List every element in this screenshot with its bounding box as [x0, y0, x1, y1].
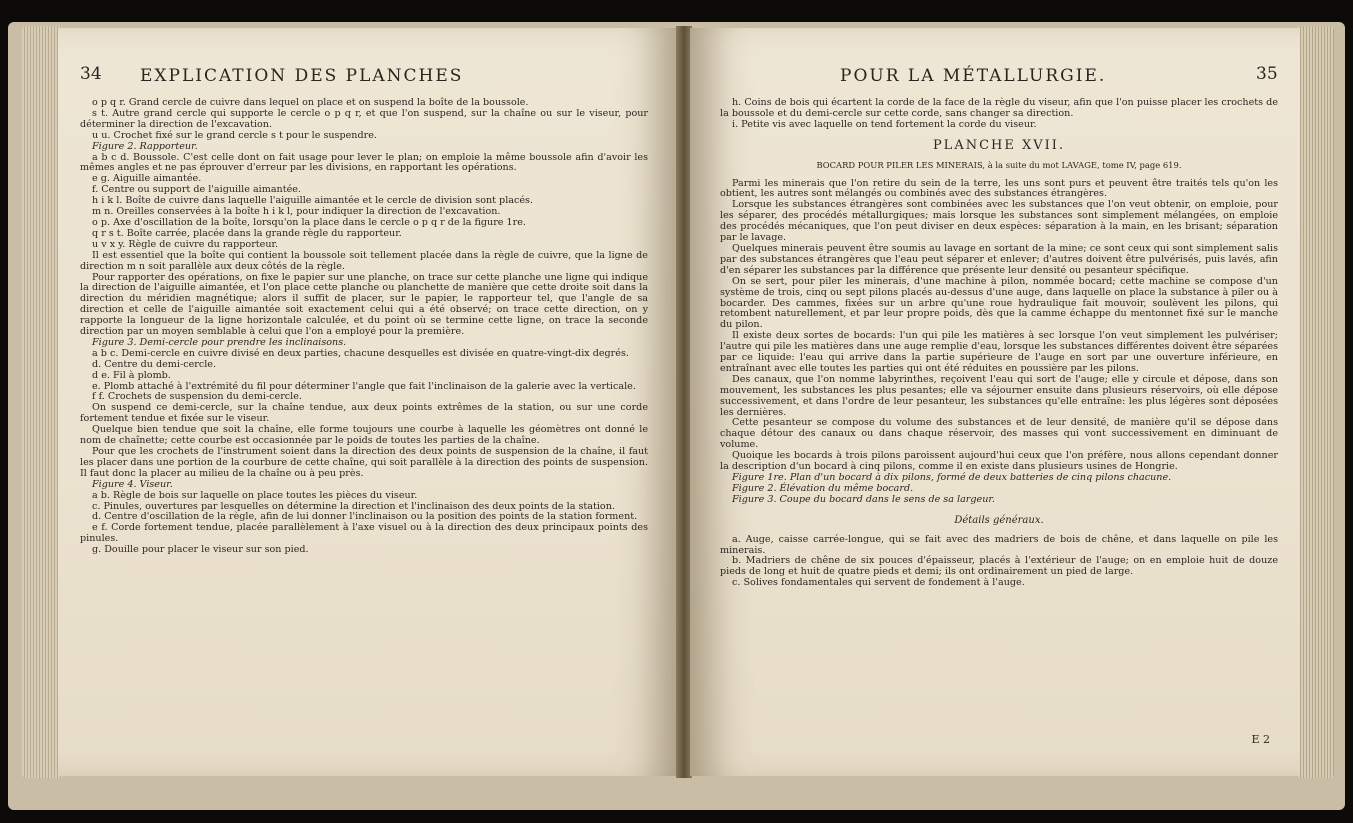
paragraph: h i k l. Boîte de cuivre dans laquelle l'aiguille aimantée et le cercle de division sont placés.	[92, 195, 534, 207]
paragraph: Lorsque les substances étrangères sont combinées avec les substances que l'on veut obtenir, on emploie, pour les séparer, des procédés métallurgiques; mais lorsque les substances sont simplement mélangées, on emploie des procédés mécaniques, que l'on peut diviser en deux espèces: séparation à la main, en les brisant; séparation par le lavage.	[720, 199, 1278, 244]
paragraph: a b. Règle de bois sur laquelle on place toutes les pièces du viseur.	[92, 489, 418, 501]
paragraph: q r s t. Boîte carrée, placée dans la grande règle du rapporteur.	[92, 227, 402, 239]
figure-caption: Figure 3. Coupe du bocard dans le sens de sa largeur.	[732, 493, 995, 505]
paragraph: u u. Crochet fixé sur le grand cercle s t pour le suspendre.	[92, 129, 377, 141]
left-page-number: 34	[80, 64, 102, 84]
figure-caption: Figure 2. Élévation du même bocard.	[732, 482, 914, 494]
section-heading: Détails généraux.	[954, 514, 1044, 526]
right-body-text	[720, 98, 1278, 589]
left-running-head: EXPLICATION DES PLANCHES	[140, 66, 464, 86]
figure-caption: Figure 1re. Plan d'un bocard à dix pilons, formé de deux batteries de cinq pilons chacune.	[732, 472, 1172, 483]
paragraph: d e. Fil à plomb.	[92, 369, 171, 381]
paragraph: u v x y. Règle de cuivre du rapporteur.	[92, 238, 279, 250]
right-running-head: POUR LA MÉTALLURGIE.	[840, 66, 1107, 86]
paragraph: d. Centre d'oscillation de la règle, afin de lui donner l'inclinaison ou la position des points de la station forment.	[92, 511, 638, 523]
paragraph: Quoique les bocards à trois pilons paroissent aujourd'hui ceux que l'on préfère, nous allons cependant donner la description d'un bocard à cinq pilons, comme il en existe dans plusieurs usines de Hongrie.	[720, 450, 1278, 473]
plate-subtitle: BOCARD POUR PILER LES MINERAIS, à la suite du mot LAVAGE, tome IV, page 619.	[816, 159, 1182, 170]
paragraph: Il est essentiel que la boîte qui contient la boussole soit tellement placée dans la règle de cuivre, que la ligne de direction m n soit parallèle aux deux côtés de la règle.	[80, 249, 648, 272]
left-body-text	[80, 98, 648, 556]
paragraph: Quelques minerais peuvent être soumis au lavage en sortant de la mine; ce sont ceux qui sont simplement salis par des substances étrangères que l'eau peut séparer et enlever; d'autres doivent être pulvérisés, puis lavés, afin d'en séparer les substances par la différence que présente leur densité ou pesanteur spécifique.	[720, 242, 1278, 276]
paragraph: Quelque bien tendue que soit la chaîne, elle forme toujours une courbe à laquelle les géomètres ont donné le nom de chaînette; cette courbe est occasionnée par le poids de toutes les parties de la chaîne.	[80, 424, 648, 447]
paragraph: b. Madriers de chêne de six pouces d'épaisseur, placés à l'extérieur de l'auge; on en emploie huit de douze pieds de long et huit de quatre pieds et demi; ils ont ordinairement un pied de large.	[720, 555, 1278, 578]
paragraph: a b c. Demi-cercle en cuivre divisé en deux parties, chacune desquelles est divisée en quatre-vingt-dix degrés.	[92, 347, 629, 359]
right-page	[690, 28, 1300, 776]
paragraph: On se sert, pour piler les minerais, d'une machine à pilon, nommée bocard; cette machine se compose d'un système de trois, cinq ou sept pilons placés au-dessus d'une auge, dans laquelle on place la substance à piler ou à bocarder. Des cammes, fixées sur un arbre qu'une roue hydraulique fait mouvoir, soulèvent les pilons, qui retombent naturellement, et par leur propre poids, dès que la camme échappe du mentonnet fixé sur le manche du pilon.	[720, 275, 1278, 331]
figure-caption: Figure 2. Rapporteur.	[92, 140, 198, 152]
paragraph: e g. Aiguille aimantée.	[92, 173, 202, 185]
right-page-number: 35	[1256, 64, 1278, 84]
paragraph: Il existe deux sortes de bocards: l'un qui pile les matières à sec lorsque l'on veut simplement les pulvériser; l'autre qui pile les matières dans une auge remplie d'eau, lorsque les substances différentes doivent être séparées par ce liquide: l'eau qui arrive dans la partie supérieure de l'auge en sort par une ouverture inférieure, en entraînant avec elle toutes les parties qui ont été réduites en poussière par les pilons.	[720, 330, 1278, 374]
paragraph: c. Solives fondamentales qui servent de fondement à l'auge.	[732, 577, 1025, 589]
paragraph: a b c d. Boussole. C'est celle dont on fait usage pour lever le plan; on emploie la même boussole afin d'avoir les mêmes angles et ne pas éprouver d'erreur par les divisions, en rapportant les opérations.	[80, 151, 648, 174]
signature-mark: E 2	[1251, 733, 1270, 746]
paragraph: On suspend ce demi-cercle, sur la chaîne tendue, aux deux points extrêmes de la station, ou sur une corde fortement tendue et fixée sur le viseur.	[80, 402, 648, 425]
paragraph: o p q r. Grand cercle de cuivre dans lequel on place et on suspend la boîte de la boussole.	[92, 97, 529, 108]
left-page	[58, 28, 678, 776]
paragraph: g. Douille pour placer le viseur sur son pied.	[92, 544, 309, 556]
right-page-edges	[1298, 26, 1334, 778]
paragraph: e. Plomb attaché à l'extrémité du fil pour déterminer l'angle que fait l'inclinaison de la galerie avec la verticale.	[92, 380, 636, 392]
paragraph: c. Pinules, ouvertures par lesquelles on détermine la direction et l'inclinaison des deux points de la station.	[92, 500, 615, 512]
left-page-edges	[22, 26, 62, 778]
figure-caption: Figure 4. Viseur.	[92, 478, 173, 490]
paragraph: s t. Autre grand cercle qui supporte le cercle o p q r, et que l'on suspend, sur la chaîne ou sur le viseur, pour déterminer la direction de l'excavation.	[80, 107, 648, 130]
paragraph: h. Coins de bois qui écartent la corde de la face de la règle du viseur, afin que l'on puisse placer les crochets de la boussole et du demi-cercle sur cette corde, sans changer sa direction.	[720, 97, 1278, 119]
paragraph: a. Auge, caisse carrée-longue, qui se fait avec des madriers de bois de chêne, et dans laquelle on pile les minerais.	[720, 533, 1278, 556]
paragraph: o p. Axe d'oscillation de la boîte, lorsqu'on la place dans le cercle o p q r de la figure 1re.	[92, 216, 526, 228]
paragraph: Pour que les crochets de l'instrument soient dans la direction des deux points de suspension de la chaîne, il faut les placer dans une portion de la courbure de cette chaîne, qui soit parallèle à la direction des points de suspension. Il faut donc la placer au milieu de la chaîne ou à peu près.	[80, 446, 648, 479]
paragraph: Pour rapporter des opérations, on fixe le papier sur une planche, on trace sur cette planche une ligne qui indique la direction de l'aiguille aimantée, et l'on place cette planche ou planchette de manière que cette droite soit dans la direction du méridien magnétique; alors il suffit de placer, sur le papier, le rapporteur tel, que l'angle de sa direction et celle de l'aiguille aimantée soit exactement celui qui a été observé; on trace cette direction, on y rapporte la longueur de la ligne horizontale calculée, et du point où se termine cette ligne, on trace la seconde direction par un moyen semblable à celui que l'on a employé pour la première.	[80, 271, 648, 338]
paragraph: Cette pesanteur se compose du volume des substances et de leur densité, de manière qu'il se dépose dans chaque détour des canaux ou dans chaque réservoir, des masses qui vont successivement en diminuant de volume.	[720, 417, 1278, 451]
figure-caption: Figure 3. Demi-cercle pour prendre les inclinaisons.	[92, 336, 347, 348]
paragraph: Des canaux, que l'on nomme labyrinthes, reçoivent l'eau qui sort de l'auge; elle y circule et dépose, dans son mouvement, les substances les plus pesantes; elle va séjourner ensuite dans plusieurs réservoirs, où elle dépose successivement, et dans l'ordre de leur pesanteur, les substances qu'elle entraîne: les plus légères sont déposées les dernières.	[720, 373, 1278, 418]
paragraph: m n. Oreilles conservées à la boîte h i k l, pour indiquer la direction de l'excavation.	[92, 206, 501, 218]
paragraph: d. Centre du demi-cercle.	[92, 358, 217, 370]
paragraph: f. Centre ou support de l'aiguille aimantée.	[92, 184, 301, 196]
plate-title: PLANCHE XVII.	[932, 137, 1066, 153]
paragraph: f f. Crochets de suspension du demi-cercle.	[92, 391, 302, 403]
paragraph: i. Petite vis avec laquelle on tend fortement la corde du viseur.	[732, 118, 1037, 130]
paragraph: e f. Corde fortement tendue, placée parallèlement à l'axe visuel ou à la direction des deux principaux points des pinules.	[80, 522, 648, 545]
paragraph: Parmi les minerais que l'on retire du sein de la terre, les uns sont purs et peuvent être traités tels qu'on les obtient, les autres sont mélangés ou combinés avec des substances étrangères.	[720, 177, 1278, 200]
